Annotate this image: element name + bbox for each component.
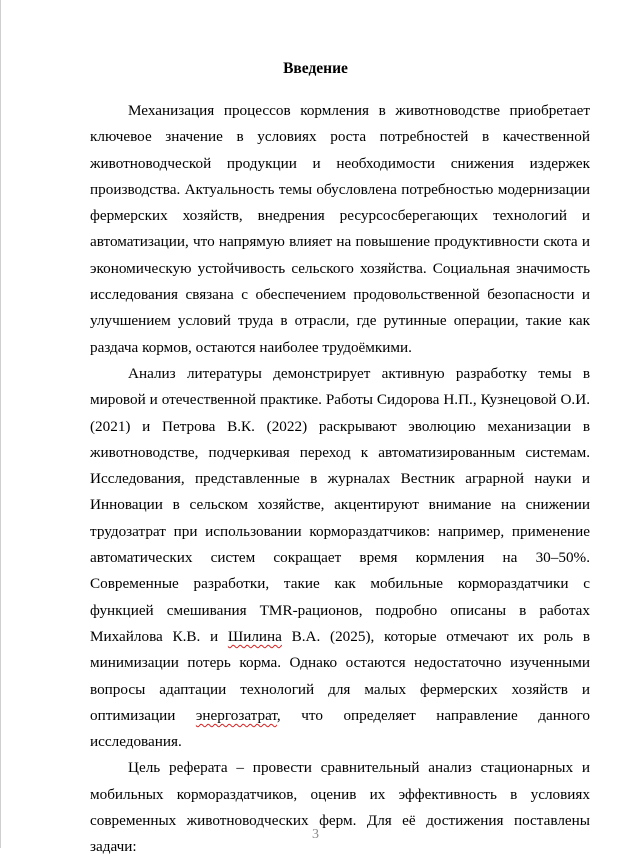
body-paragraph (90, 98, 590, 361)
page-edge (0, 0, 1, 848)
paragraph-text: Механизация процессов кормления в животноводстве приобретает ключевое значение в условиях роста потребностей в качественной животноводческой продукции и необходимости снижения издержек производства. Актуальность темы обусловлена потребностью модернизации фермерских хозяйств, внедрения ресурсосберегающих технологий и автоматизации, что напрямую влияет на повышение продуктивности скота и экономическую устойчивость сельского хозяйства. Социальная значимость исследования связана с обеспечением продовольственной безопасности и улучшением условий труда в отрасли, где рутинные операции, такие как раздача кормов, остаются наиболее трудоёмкими. (90, 102, 590, 356)
paragraph-text: , что определяет направление данного исследования. (90, 706, 590, 751)
page-number: 3 (312, 827, 319, 842)
body-paragraph (90, 361, 590, 755)
paragraph-text: В.А. (2025), которые отмечают их роль в минимизации потерь корма. Однако остаются недостаточно изученными вопросы адаптации технологий для малых фермерских хозяйств и оптимизации (90, 627, 590, 724)
spellcheck-flagged-word: энергозатрат (195, 706, 277, 724)
body-paragraph (90, 755, 590, 860)
document-body (90, 98, 590, 861)
spellcheck-flagged-word: Шилина (227, 627, 282, 645)
section-title: Введение (283, 60, 348, 77)
paragraph-text: Цель реферата – провести сравнительный анализ стационарных и мобильных кормораздатчиков, оценив их эффективность в условиях современных животноводческих ферм. Для её достижения поставлены задачи: (90, 759, 590, 856)
paragraph-text: Анализ литературы демонстрирует активную разработку темы в мировой и отечественной практике. Работы Сидорова Н.П., Кузнецовой О.И. (2021) и Петрова В.К. (2022) раскрывают эволюцию механизации в животноводстве, подчеркивая переход к автоматизированным системам. Исследования, представленные в журналах Вестник аграрной науки и Инновации в сельском хозяйстве, акцентируют внимание на снижении трудозатрат при использовании кормораздатчиков: например, применение автоматических систем сокращает время кормления на 30–50%. Современные разработки, такие как мобильные кормораздатчики с функцией смешивания TMR-рационов, подробно описаны в работах Михайлова К.В. и (90, 364, 590, 645)
